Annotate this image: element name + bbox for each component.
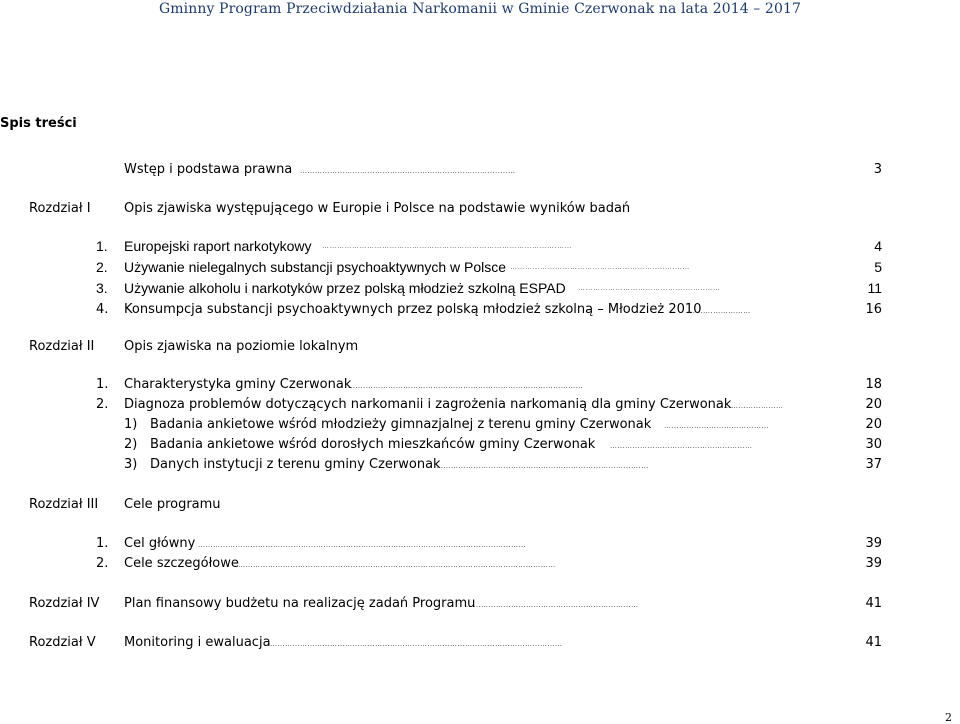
toc-entry-text: Danych instytucji z terenu gminy Czerwonak (150, 457, 441, 472)
toc-entry[interactable] (0, 555, 960, 573)
chapter-label: Rozdział IV (29, 596, 100, 611)
toc-leader-dots: ……………………… (716, 402, 784, 410)
toc-page-number: 20 (865, 397, 882, 412)
entry-number: 2. (96, 397, 109, 412)
entry-number: 2. (96, 259, 108, 275)
chapter-title: Plan finansowy budżetu na realizację zadań Programu (124, 596, 476, 611)
entry-number: 1. (96, 238, 108, 254)
toc-entry[interactable] (0, 237, 960, 255)
toc-leader-dots: ………………………………………………… (610, 442, 753, 450)
document-header: Gminny Program Przeciwdziałania Narkomanii w Gminie Czerwonak na lata 2014 – 2017 (159, 1, 801, 17)
chapter-title: Monitoring i ewaluacja (124, 635, 271, 650)
toc-page-number: 20 (865, 417, 882, 432)
toc-entry[interactable] (0, 535, 960, 553)
toc-entry-text: Cele szczegółowe (124, 556, 239, 571)
entry-number: 1. (96, 377, 109, 392)
chapter-label: Rozdział II (29, 339, 95, 354)
footer-page-number: 2 (945, 711, 952, 724)
toc-page-number: 5 (874, 259, 882, 275)
toc-chapter-4[interactable] (0, 595, 960, 613)
toc-leader-dots: …………………………………… (664, 422, 769, 430)
toc-page-number: 16 (865, 302, 882, 317)
toc-entry-text: Badania ankietowe wśród młodzieży gimnazjalnej z terenu gminy Czerwonak (150, 417, 652, 432)
toc-subentry[interactable] (0, 456, 960, 474)
toc-page-number: 41 (865, 596, 882, 611)
toc-page-number: 4 (874, 238, 882, 254)
toc-heading: Spis treści (0, 116, 77, 131)
toc-page-number: 30 (865, 437, 882, 452)
toc-entry-text: Wstęp i podstawa prawna (124, 162, 293, 177)
entry-number: 3) (124, 457, 138, 472)
toc-page-number: 39 (865, 556, 882, 571)
entry-number: 1) (124, 417, 138, 432)
toc-chapter-1[interactable] (0, 200, 960, 218)
toc-entry-text: Używanie alkoholu i narkotyków przez polską młodzież szkolną ESPAD (124, 280, 566, 296)
toc-leader-dots: ……………………………………………………………………….… (436, 462, 649, 470)
toc-entry[interactable] (0, 258, 960, 276)
chapter-label: Rozdział III (29, 497, 99, 512)
toc-entry-text: Diagnoza problemów dotyczących narkomanii i zagrożenia narkomanią dla gminy Czerwonak (124, 397, 732, 412)
toc-leader-dots: ……………………………………………………..….…… (510, 264, 690, 271)
chapter-label: Rozdział I (29, 201, 91, 216)
toc-entry-text: Konsumpcja substancji psychoaktywnych przez polską młodzież szkolną – Młodzież 2010 (124, 302, 702, 317)
chapter-title: Opis zjawiska występującego w Europie i Polsce na podstawie wyników badań (124, 201, 631, 216)
toc-entry-text: Używanie nielegalnych substancji psychoaktywnych w Polsce (124, 259, 507, 275)
toc-entry[interactable] (0, 396, 960, 414)
toc-leader-dots: ………………………………………………….…………………………………………………………… (238, 561, 556, 569)
toc-page-number: 3 (873, 162, 882, 177)
toc-page-number: 37 (865, 457, 882, 472)
toc-entry-text: Charakterystyka gminy Czerwonak (124, 377, 352, 392)
chapter-label: Rozdział V (29, 635, 96, 650)
entry-number: 2) (124, 437, 138, 452)
toc-entry-text: Cel główny (124, 536, 196, 551)
toc-chapter-3[interactable] (0, 496, 960, 514)
toc-page-number: 11 (867, 280, 882, 296)
toc-entry[interactable] (0, 376, 960, 394)
toc-page-number: 41 (865, 635, 882, 650)
toc-leader-dots: ……….…………… (688, 307, 751, 315)
entry-number: 3. (96, 280, 108, 296)
toc-entry-intro[interactable] (0, 161, 960, 179)
toc-leader-dots: …………………………………………………………… (466, 601, 639, 609)
toc-page-number: 18 (865, 377, 882, 392)
toc-leader-dots: ………………………………..………………………………………………………………………………… (198, 541, 526, 549)
toc-leader-dots: …………………………………….……..…… (578, 285, 721, 292)
toc-leader-dots: ……………………………………………………………………..…… (300, 167, 516, 175)
chapter-title: Cele programu (124, 497, 221, 512)
entry-number: 2. (96, 556, 109, 571)
toc-entry-text: Europejski raport narkotykowy (124, 238, 312, 254)
toc-leader-dots: ……………………………………………………………………………………………………… (270, 640, 563, 648)
toc-entry-text: Badania ankietowe wśród dorosłych mieszkańców gminy Czerwonak (150, 437, 596, 452)
toc-page-number: 39 (865, 536, 882, 551)
entry-number: 4. (96, 302, 109, 317)
toc-chapter-2[interactable] (0, 338, 960, 356)
toc-chapter-5[interactable] (0, 634, 960, 652)
toc-entry[interactable] (0, 279, 960, 297)
toc-subentry[interactable] (0, 436, 960, 454)
toc-leader-dots: …….…………………………………………………………………………… (348, 382, 584, 390)
toc-subentry[interactable] (0, 416, 960, 434)
toc-entry[interactable] (0, 301, 960, 319)
toc-leader-dots: ………………………………………………………………………………….…… (322, 243, 572, 250)
entry-number: 1. (96, 536, 109, 551)
chapter-title: Opis zjawiska na poziomie lokalnym (124, 339, 359, 354)
